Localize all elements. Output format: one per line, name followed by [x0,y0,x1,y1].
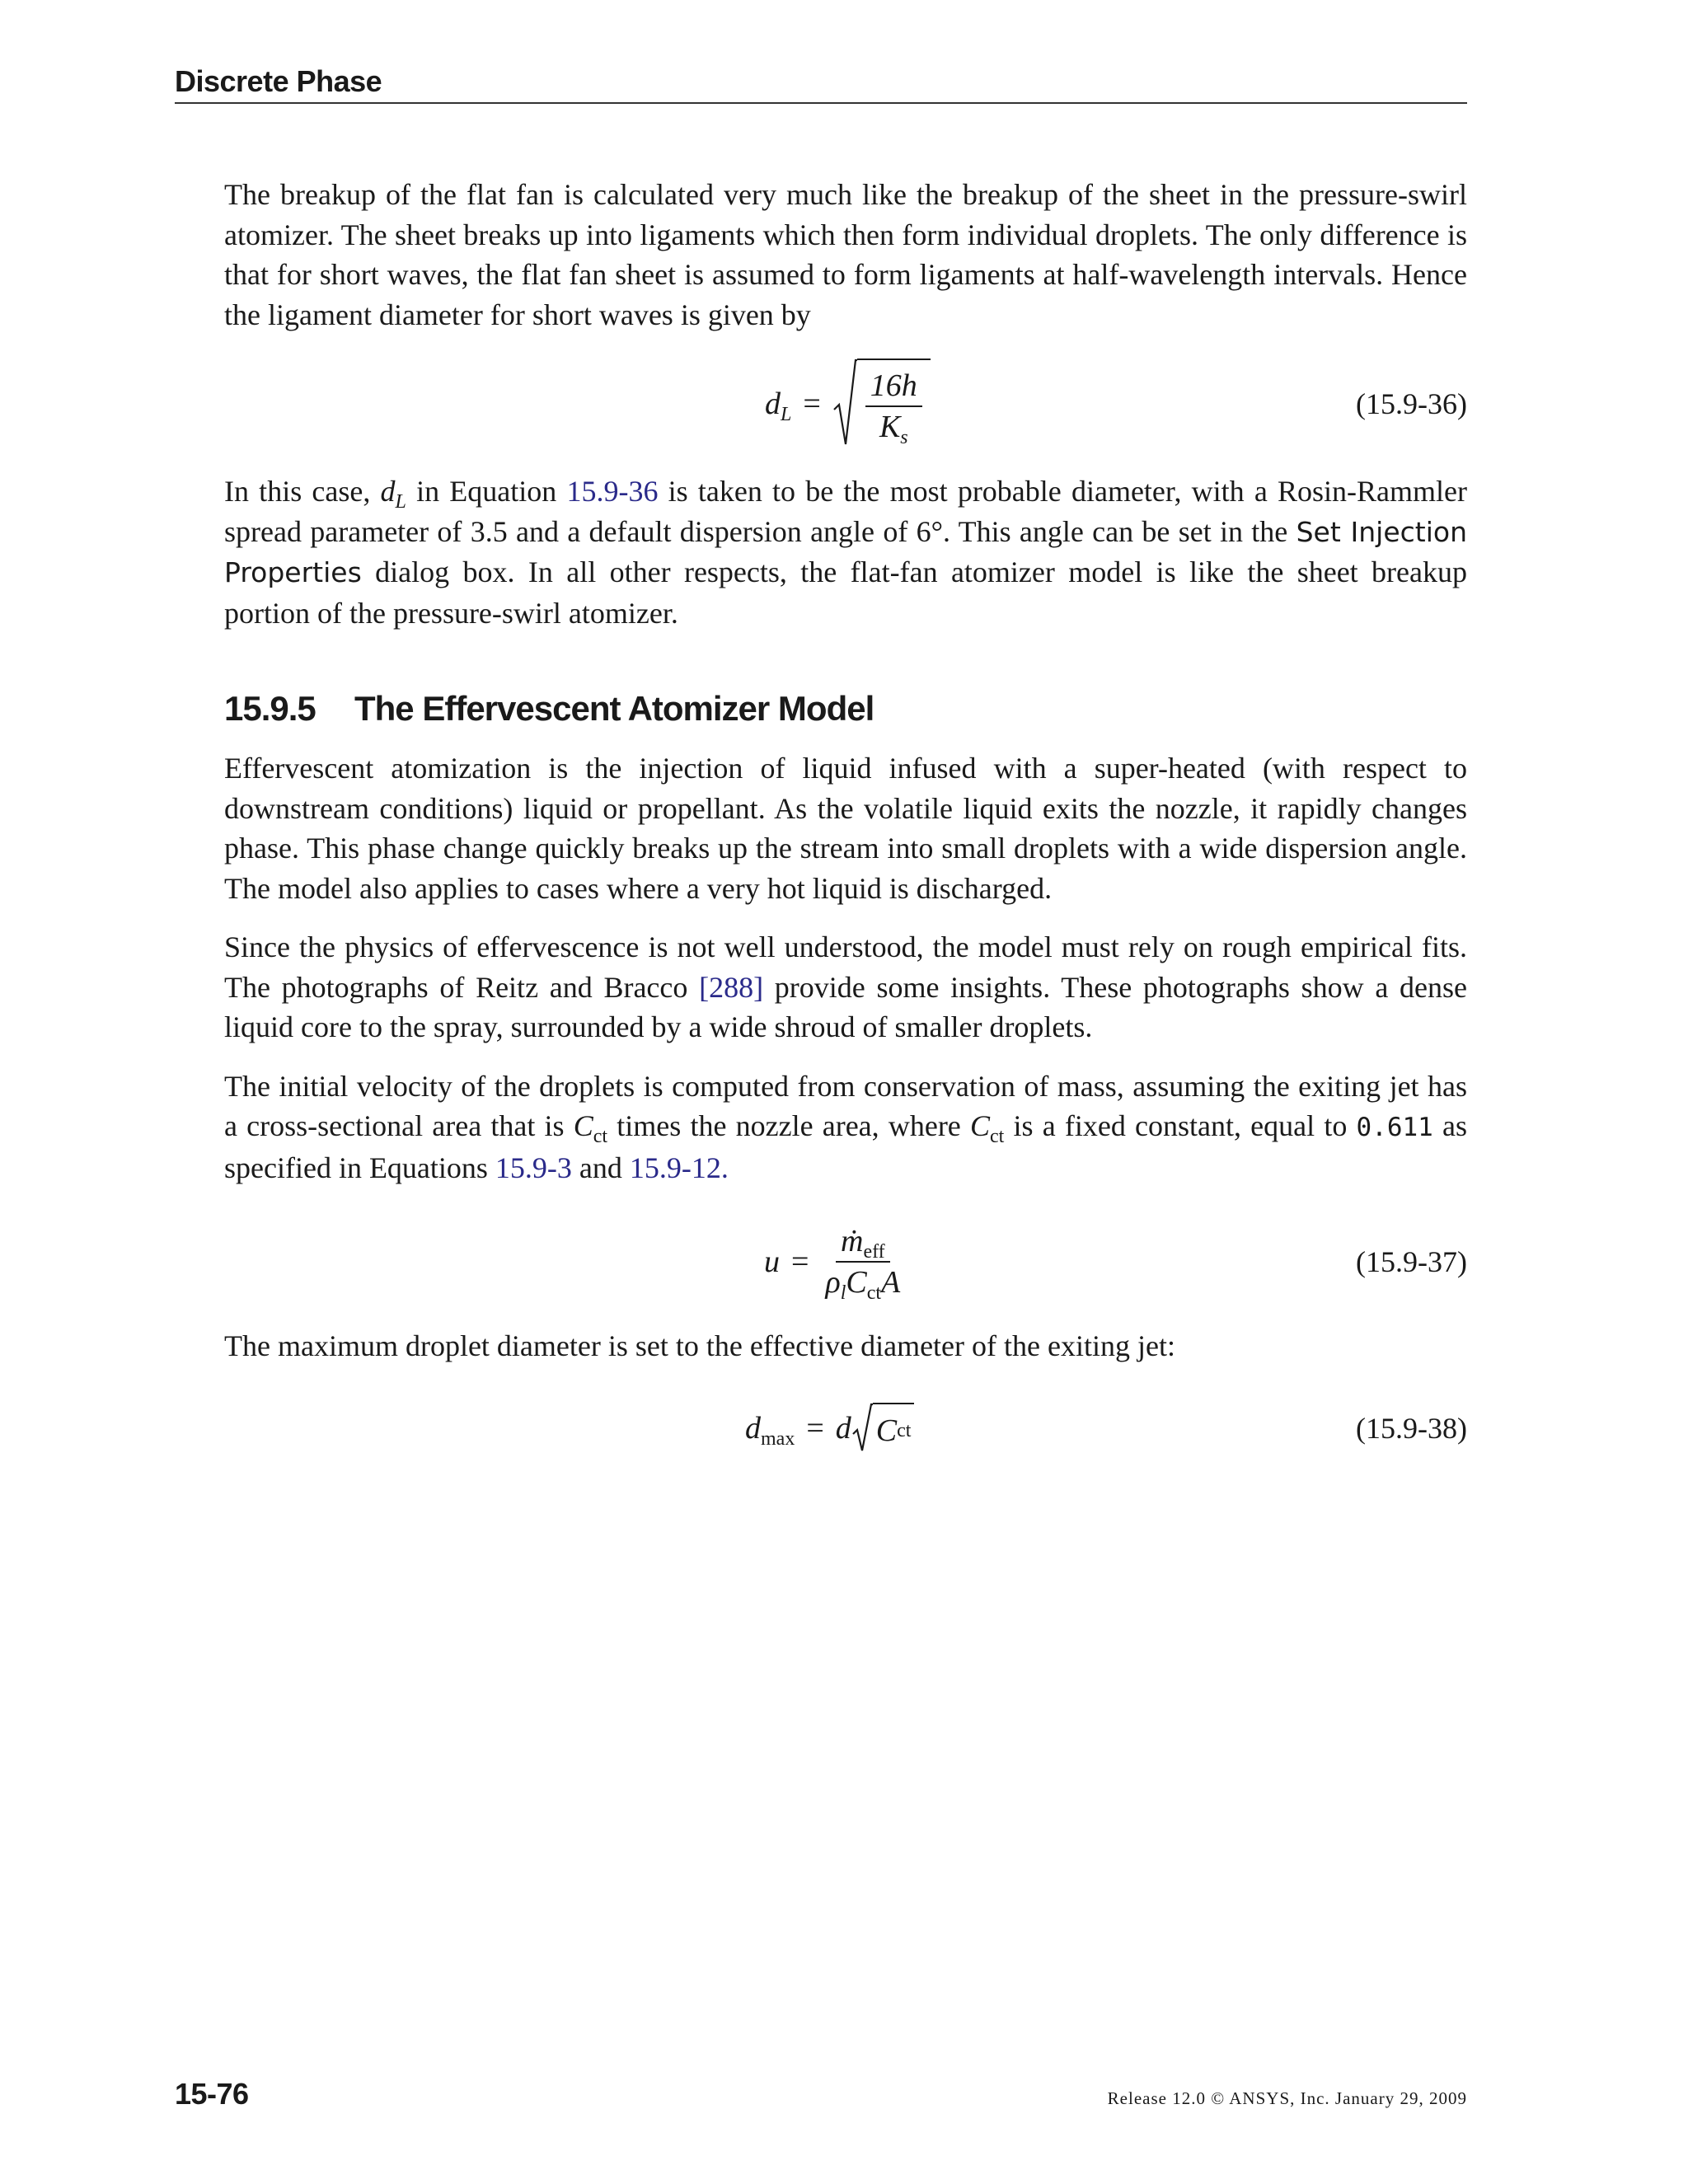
header-title: Discrete Phase [175,64,382,98]
eq38-sqrt: C ct [851,1403,915,1454]
paragraph-flat-fan-diameter: In this case, $d_L$ in Equation 15.9-36 is taken to be the most probable diameter, with a Rosin-Rammler spread parameter of 3.5 and a default dispersion angle of 6°. This angle can be set in the Set Injection Properties dialog box. In all other respects, the flat-fan atomizer model is like the sheet breakup portion of the pressure-swirl atomizer. [224,475,1468,630]
equation-15-9-37: u = $\frac{ṁ_{eff}}{\rho_lC_{ct}A}$ (15.9-37) [764,1224,1467,1304]
paragraph-max-diameter: The maximum droplet diameter is set to the effective diameter of the exiting jet: [224,1329,1175,1362]
page-number: 15-76 [175,2077,249,2111]
code-constant: 0.611 [1356,1113,1433,1142]
paragraph-flat-fan-breakup: The breakup of the flat fan is calculated very much like the breakup of the sheet in the pressure-swirl atomizer. The sheet breaks up into ligaments which then form individual droplets. The only difference is that for short waves, the flat fan sheet is assumed to form ligaments at half-wavelength intervals. Hence the ligament diameter for short waves is given by [224,178,1467,331]
eq38-lhs: $d_{max}$ [745,1410,795,1450]
eq38-number: (15.9-38) [1356,1411,1467,1445]
equation-15-9-38: $d_{max}$ = d C ct (15.9-38) [224,1391,1467,1465]
eq36-number: (15.9-36) [1356,387,1467,420]
equation-link-15-9-3[interactable]: 15.9-3 [495,1151,572,1184]
citation-link-288[interactable]: [288] [699,970,764,1004]
equation-15-9-36: $d_L$ = $\frac{16h}{K_s}$ (15.9-36) [224,346,1467,462]
eq37-lhs: u [764,1244,780,1279]
eq36-sqrt [832,359,931,449]
eq38-rhs-d: d [835,1410,851,1446]
equation-link-15-9-36[interactable]: 15.9-36 [566,475,659,508]
paragraph-effervescent-physics: Since the physics of effervescence is not well understood, the model must rely on rough empirical fits. The photographs of Reitz and Bracco [288] provide some insights. These photographs show a dense liquid core to the spray, surrounded by a wide shroud of smaller droplets. [224,930,1467,1043]
page-content [224,175,1467,1465]
paragraph-effervescent-intro: Effervescent atomization is the injection of liquid infused with a super-heated (with respect to downstream conditions) liquid or propellant. As the volatile liquid exits the nozzle, it rapidly changes phase. This phase change quickly breaks up the stream into small droplets with a wide dispersion angle. The model also applies to cases where a very hot liquid is discharged. [224,752,1467,905]
eq37-numerator: ṁ$_{eff}$ [836,1223,890,1263]
section-heading: 15.9.5 The Effervescent Atomizer Model [224,689,874,728]
eq37-number: (15.9-37) [1356,1245,1467,1278]
page-header [175,64,1467,104]
eq36-lhs: $d_L$ [765,387,792,425]
release-notice: Release 12.0 © ANSYS, Inc. January 29, 2009 [1107,2088,1467,2108]
eq36-denominator: $K_s$ [879,410,908,448]
ui-label-set-injection-properties: Set Injection Properties [224,515,1468,588]
equation-link-15-9-12[interactable]: 15.9-12 [629,1151,721,1184]
eq37-denominator: $\rho_lC_{ct}A$ [825,1265,901,1304]
paragraph-initial-velocity: The initial velocity of the droplets is computed from conservation of mass, assuming the exiting jet has a cross-sectional area that is $C_{ct}$ times the nozzle area, where $C_{ct}$ is a fixed constant, equal to 0.611 as specified in Equations 15.9-3 and 15.9-12. [224,1069,1468,1184]
eq36-numerator: 16h [865,368,922,407]
